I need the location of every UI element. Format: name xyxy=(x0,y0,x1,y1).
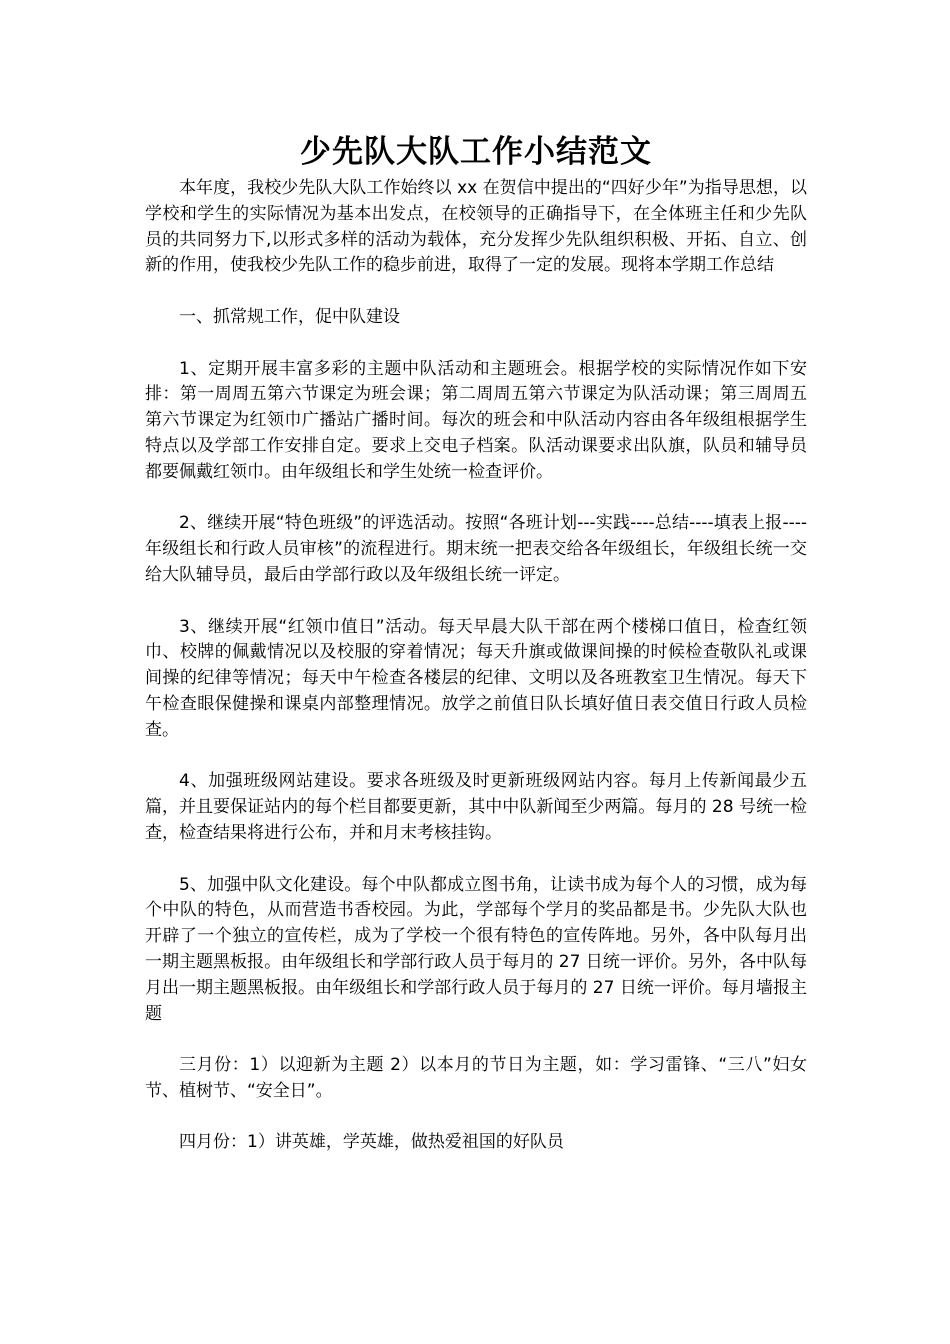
paragraph-gap xyxy=(145,744,807,770)
paragraph-intro: 本年度，我校少先队大队工作始终以 xx 在贺信中提出的“四好少年”为指导思想，以学校和学生的实际情况为基本出发点，在校领导的正确指导下，在全体班主任和少先队员的共同努力下,以形式多样的活动为载体，充分发挥少先队组织积极、开拓、自立、创新的作用，使我校少先队工作的稳步前进，取得了一定的发展。现将本学期工作总结 xyxy=(145,178,807,276)
paragraph-item-1: 1、定期开展丰富多彩的主题中队活动和主题班会。根据学校的实际情况作如下安排：第一周周五第六节课定为班会课；第二周周五第六节课定为队活动课；第三周周五第六节课定为红领巾广播站广播时间。每次的班会和中队活动内容由各年级组根据学生特点以及学部工作安排自定。要求上交电子档案。队活动课要求出队旗，队员和辅导员都要佩戴红领巾。由年级组长和学生处统一检查评价。 xyxy=(145,358,807,482)
document-title: 少先队大队工作小结范文 xyxy=(300,134,652,170)
paragraph-gap xyxy=(145,279,807,305)
paragraph-march: 三月份：1）以迎新为主题 2）以本月的节日为主题，如：学习雷锋、“三八”妇女节、植树节、“安全日”。 xyxy=(145,1055,807,1101)
paragraph-gap xyxy=(145,589,807,615)
paragraph-item-4: 4、加强班级网站建设。要求各班级及时更新班级网站内容。每月上传新闻最少五篇，并且要保证站内的每个栏目都要更新，其中中队新闻至少两篇。每月的 28 号统一检查，检查结果将进行公布，并和月末考核挂钩。 xyxy=(145,771,807,843)
paragraph-april: 四月份：1）讲英雄，学英雄，做热爱祖国的好队员 xyxy=(179,1132,564,1153)
paragraph-gap xyxy=(145,847,807,873)
paragraph-item-3: 3、继续开展“红领巾值日”活动。每天早晨大队干部在两个楼梯口值日，检查红领巾、校牌的佩戴情况以及校服的穿着情况；每天升旗或做课间操的时候检查敬队礼或课间操的纪律等情况；每天中午检查各楼层的纪律、文明以及各班教室卫生情况。每天下午检查眼保健操和课桌内部整理情况。放学之前值日队长填好值日表交值日行政人员检查。 xyxy=(145,616,807,740)
section-heading-1: 一、抓常规工作，促中队建设 xyxy=(179,306,400,327)
paragraph-gap xyxy=(145,331,807,357)
paragraph-gap xyxy=(145,1027,807,1053)
paragraph-gap xyxy=(145,1105,807,1131)
paragraph-item-2: 2、继续开展“特色班级”的评选活动。按照“各班计划---实践----总结----填表上报----年级组长和行政人员审核”的流程进行。期末统一把表交给各年级组长，年级组长统一交给大队辅导员，最后由学部行政以及年级组长统一评定。 xyxy=(145,513,807,585)
paragraph-item-5: 5、加强中队文化建设。每个中队都成立图书角，让读书成为每个人的习惯，成为每个中队的特色，从而营造书香校园。为此，学部每个学月的奖品都是书。少先队大队也开辟了一个独立的宣传栏，成为了学校一个很有特色的宣传阵地。另外，各中队每月出一期主题黑板报。由年级组长和学部行政人员于每月的 27 日统一评价。另外，各中队每月出一期主题黑板报。由年级组长和学部行政人员于每月的 27 日统一评价。每月墙报主题 xyxy=(145,874,807,1024)
paragraph-gap xyxy=(145,486,807,512)
document-page xyxy=(145,128,807,1156)
